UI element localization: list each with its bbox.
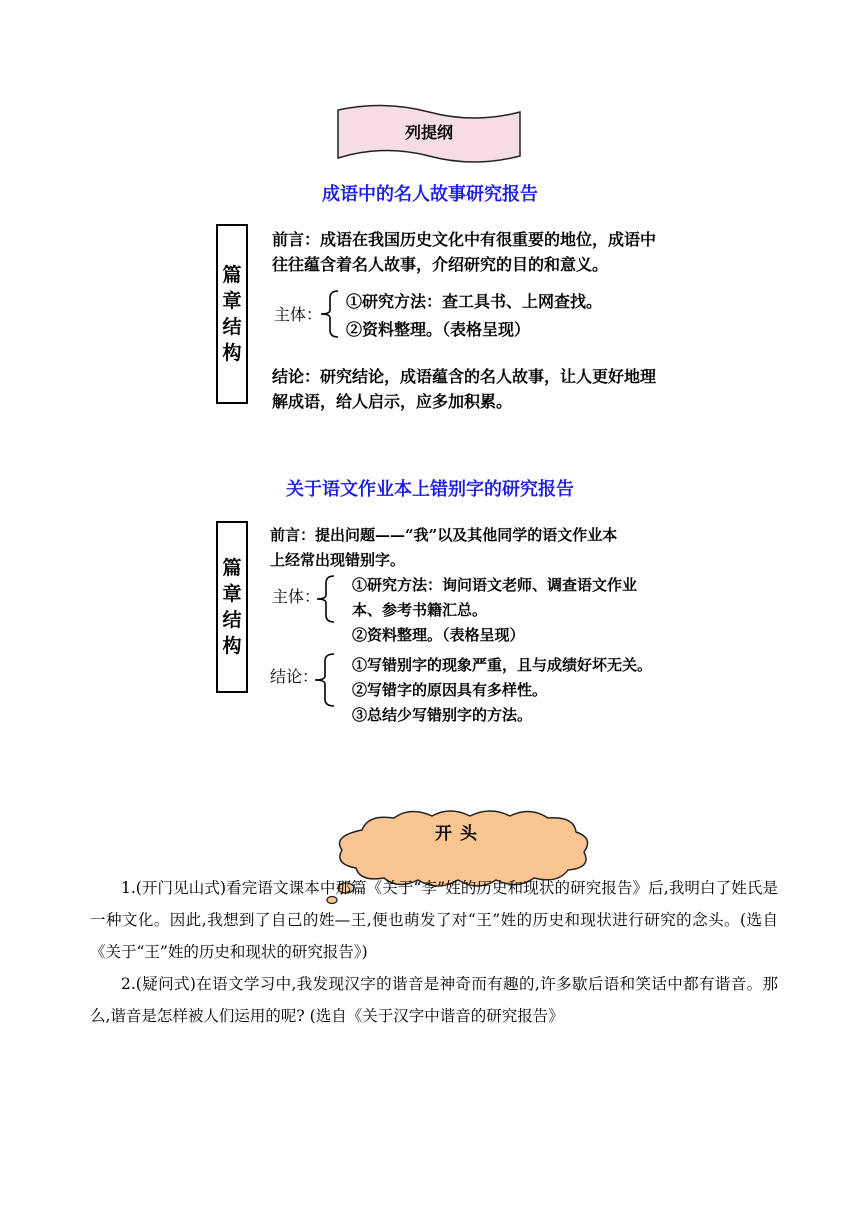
section2-body-item-1: ①研究方法：询问语文老师、调查语文作业	[352, 576, 638, 594]
section1-conclusion: 结论：研究结论，成语蕴含的名人故事，让人更好地理	[272, 367, 657, 386]
section2-body-label: 主体：	[272, 587, 321, 606]
section2-body-item-1-cont: 本、参考书籍汇总。	[352, 601, 488, 619]
section1-conclusion-line2: 解成语，给人启示，应多加积累。	[272, 392, 513, 411]
section1-body-brace	[318, 288, 342, 340]
section1-title: 成语中的名人故事研究报告	[322, 184, 538, 205]
cloud-label: 开头	[435, 824, 485, 844]
section1-preface: 前言：成语在我国历史文化中有很重要的地位，成语中	[272, 230, 657, 249]
section2-vertical-label: 篇 章 结 构	[216, 521, 248, 693]
section1-body-item-2: ②资料整理。（表格呈现）	[346, 320, 531, 339]
section2-body-item-2: ②资料整理。（表格呈现）	[352, 626, 525, 644]
section2-conclusion-item-1: ①写错别字的现象严重，且与成绩好坏无关。	[352, 656, 653, 674]
section2-title: 关于语文作业本上错别字的研究报告	[286, 479, 574, 500]
section2-conclusion-label: 结论：	[270, 667, 319, 686]
paragraph-1: 1.(开门见山式)看完语文课本中那篇《关于“李”姓的历史和现状的研究报告》后,我明白了姓氏是一种文化。因此,我想到了自己的姓—王,便也萌发了对“王”姓的历史和现状进行研究的念头。(选自《关于“王”姓的历史和现状的研究报告》)	[90, 879, 778, 961]
banner-label: 列提纲	[404, 123, 453, 142]
section2-preface-line2: 上经常出现错别字。	[270, 551, 406, 569]
section2-preface: 前言：提出问题——“我”以及其他同学的语文作业本	[270, 526, 618, 544]
section1-vertical-label: 篇 章 结 构	[216, 224, 248, 404]
section2-conclusion-item-2: ②写错字的原因具有多样性。	[352, 681, 548, 699]
section2-body-brace	[314, 573, 338, 625]
paragraph-2: 2.(疑问式)在语文学习中,我发现汉字的谐音是神奇而有趣的,许多歇后语和笑话中都有谐音。那么,谐音是怎样被人们运用的呢? (选自《关于汉字中谐音的研究报告》	[90, 975, 778, 1025]
section2-conclusion-item-3: ③总结少写错别字的方法。	[352, 706, 533, 724]
section2-conclusion-brace	[312, 651, 338, 709]
section1-body-label: 主体：	[274, 305, 323, 324]
section1-body-item-1: ①研究方法：查工具书、上网查找。	[346, 292, 603, 311]
section1-preface-line2: 往往蕴含着名人故事，介绍研究的目的和意义。	[272, 255, 609, 274]
